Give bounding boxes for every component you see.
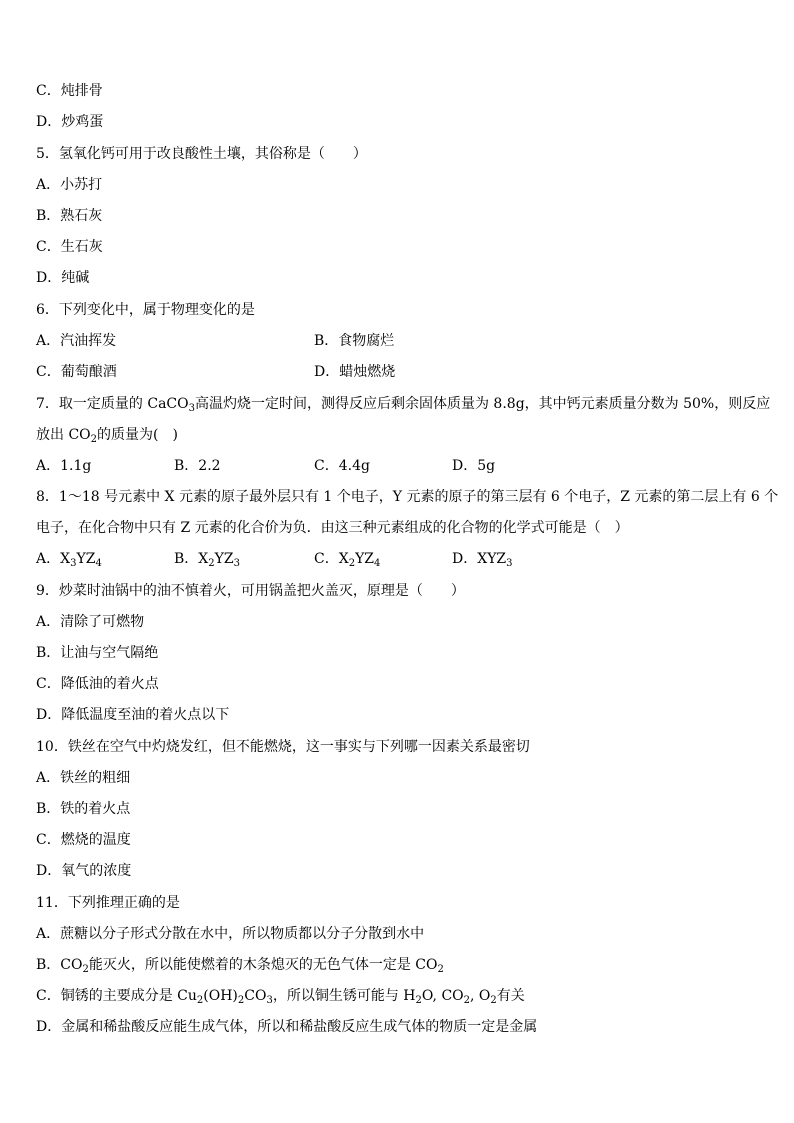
q8-option-b: B．$X_2YZ_3$	[174, 551, 240, 569]
question-7-line-2: 放出 $CO_2$的质量为( )	[36, 427, 178, 445]
q10-option-a: A．铁丝的粗细	[36, 770, 131, 786]
q5-option-a: A．小苏打	[36, 177, 103, 193]
q7-option-c: C．4.4g	[314, 458, 370, 474]
q11-option-c: C．铜锈的主要成分是 $Cu_2(OH)_2CO_3$，所以铜生锈可能与 $H_2O$, $CO_2$, $O_2$有关	[36, 988, 525, 1006]
q8-option-a: A．$X_3YZ_4$	[36, 551, 102, 569]
q5-option-b: B．熟石灰	[36, 208, 103, 224]
q6-option-a: A．汽油挥发	[36, 333, 117, 349]
question-7-line-1: 7．取一定质量的 CaCO$_3$高温灼烧一定时间，测得反应后剩余固体质量为 8.8g，其中钙元素质量分数为 50%，则反应	[36, 396, 771, 414]
q9-option-d: D．降低温度至油的着火点以下	[36, 707, 230, 723]
q6-option-b: B．食物腐烂	[314, 333, 395, 349]
q6-option-c: C．葡萄酿酒	[36, 364, 117, 380]
option-c-stewed-ribs: C．炖排骨	[36, 83, 103, 99]
q5-option-d: D．纯碱	[36, 270, 90, 286]
q10-option-c: C．燃烧的温度	[36, 832, 131, 848]
q11-option-d: D．金属和稀盐酸反应能生成气体，所以和稀盐酸反应生成气体的物质一定是金属	[36, 1019, 538, 1035]
question-9: 9．炒菜时油锅中的油不慎着火，可用锅盖把火盖灭，原理是（ ）	[36, 583, 465, 599]
question-5: 5．氢氧化钙可用于改良酸性土壤，其俗称是（ ）	[36, 146, 367, 162]
q10-option-d: D．氧气的浓度	[36, 863, 132, 879]
question-6: 6．下列变化中，属于物理变化的是	[36, 302, 255, 318]
question-8-line-1: 8．1～18 号元素中 X 元素的原子最外层只有 1 个电子，Y 元素的原子的第三层有 6 个电子，Z 元素的第二层上有 6 个	[36, 489, 779, 505]
q6-option-d: D．蜡烛燃烧	[314, 364, 396, 380]
option-d-fried-egg: D．炒鸡蛋	[36, 114, 104, 130]
q9-option-b: B．让油与空气隔绝	[36, 645, 159, 661]
q8-option-d: D．$XYZ_3$	[452, 551, 513, 569]
q10-option-b: B．铁的着火点	[36, 801, 131, 817]
question-8-line-2: 电子，在化合物中只有 Z 元素的化合价为负．由这三种元素组成的化合物的化学式可能是（ ）	[36, 520, 629, 536]
q7-option-d: D．5g	[452, 458, 496, 474]
q11-option-a: A．蔗糖以分子形式分散在水中，所以物质都以分子分散到水中	[36, 926, 425, 942]
question-11: 11．下列推理正确的是	[36, 895, 180, 911]
q7-option-a: A．1.1g	[36, 458, 92, 474]
q5-option-c: C．生石灰	[36, 239, 103, 255]
q9-option-c: C．降低油的着火点	[36, 676, 159, 692]
q7-option-b: B．2.2	[174, 458, 221, 474]
q11-option-b: B．$CO_2$能灭火，所以能使燃着的木条熄灭的无色气体一定是 $CO_2$	[36, 957, 444, 975]
question-10: 10．铁丝在空气中灼烧发红，但不能燃烧，这一事实与下列哪一因素关系最密切	[36, 739, 530, 755]
q8-option-c: C．$X_2YZ_4$	[314, 551, 381, 569]
q9-option-a: A．清除了可燃物	[36, 614, 145, 630]
